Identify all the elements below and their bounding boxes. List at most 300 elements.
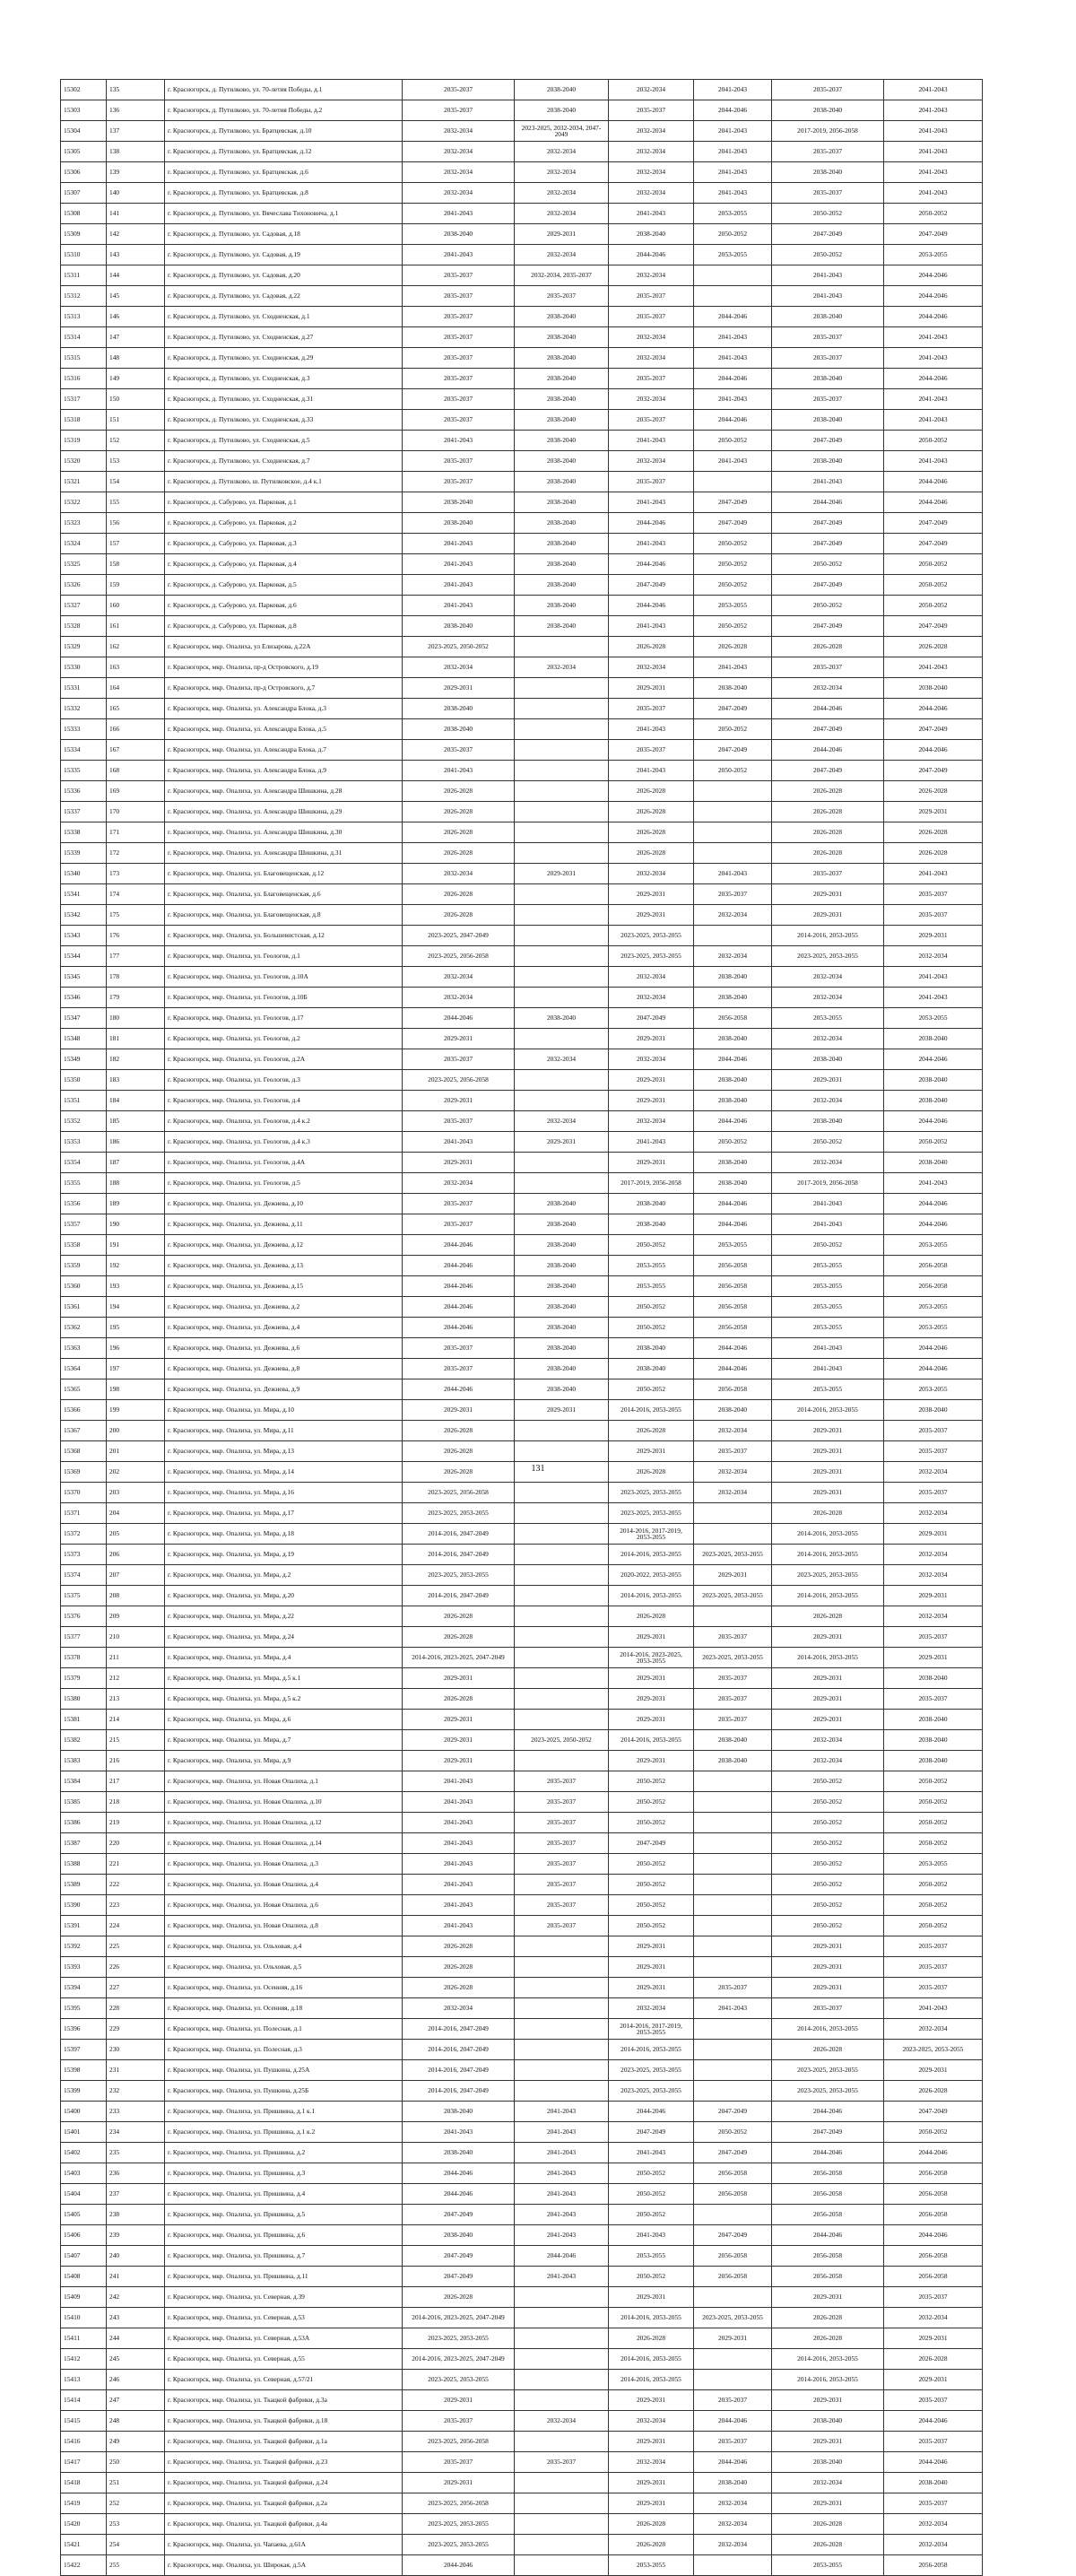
period-cell-6: 2035-2037 — [884, 1957, 983, 1978]
row-number-cell: 244 — [107, 2328, 165, 2349]
record-id-cell: 15320 — [61, 451, 107, 472]
address-cell: г. Красногорск, мкр. Опалиха, ул. Мира, д.7 — [165, 1730, 403, 1751]
address-cell: г. Красногорск, мкр. Опалиха, ул. Дежнева, д.11 — [165, 1214, 403, 1235]
record-id-cell: 15384 — [61, 1771, 107, 1792]
table-row — [61, 286, 983, 307]
period-cell-4: 2047-2049 — [694, 492, 772, 513]
period-cell-6: 2026-2028 — [884, 843, 983, 864]
period-cell-3: 2032-2034 — [609, 327, 694, 348]
period-cell-4: 2050-2052 — [694, 761, 772, 781]
period-cell-3: 2041-2043 — [609, 534, 694, 554]
address-cell: г. Красногорск, мкр. Опалиха, ул. Геологов, д.17 — [165, 1008, 403, 1029]
address-cell: г. Красногорск, мкр. Опалиха, пр-д Островского, д.19 — [165, 657, 403, 678]
row-number-cell: 138 — [107, 142, 165, 162]
period-cell-1: 2029-2031 — [403, 1710, 515, 1730]
period-cell-6: 2038-2040 — [884, 1668, 983, 1689]
period-cell-3: 2032-2034 — [609, 657, 694, 678]
record-id-cell: 15368 — [61, 1441, 107, 1462]
period-cell-2: 2035-2037 — [515, 286, 609, 307]
period-cell-2: 2029-2031 — [515, 1132, 609, 1153]
period-cell-1: 2041-2043 — [403, 1813, 515, 1833]
period-cell-4: 2032-2034 — [694, 1421, 772, 1441]
table-row — [61, 1916, 983, 1936]
record-id-cell: 15410 — [61, 2308, 107, 2328]
row-number-cell: 232 — [107, 2081, 165, 2102]
address-cell: г. Красногорск, мкр. Опалиха, ул. Новая Опалиха, д.14 — [165, 1833, 403, 1854]
table-row — [61, 1091, 983, 1111]
table-row — [61, 1297, 983, 1318]
period-cell-2 — [515, 1710, 609, 1730]
table-row — [61, 2246, 983, 2267]
period-cell-4 — [694, 1524, 772, 1545]
period-cell-6: 2035-2037 — [884, 1441, 983, 1462]
row-number-cell: 142 — [107, 224, 165, 245]
address-cell: г. Красногорск, мкр. Опалиха, ул. Мира, д.9 — [165, 1751, 403, 1771]
address-cell: г. Красногорск, д. Сабурово, ул. Парковая, д.3 — [165, 534, 403, 554]
period-cell-6: 2035-2037 — [884, 2287, 983, 2308]
row-number-cell: 206 — [107, 1545, 165, 1565]
period-cell-3: 2041-2043 — [609, 761, 694, 781]
period-cell-1: 2035-2037 — [403, 1194, 515, 1214]
period-cell-3: 2029-2031 — [609, 1751, 694, 1771]
period-cell-2: 2035-2037 — [515, 1771, 609, 1792]
table-row — [61, 1441, 983, 1462]
record-id-cell: 15311 — [61, 265, 107, 286]
period-cell-6: 2029-2031 — [884, 1586, 983, 1606]
address-cell: г. Красногорск, мкр. Опалиха, ул. Мира, д.22 — [165, 1606, 403, 1627]
table-row — [61, 1957, 983, 1978]
period-cell-3: 2050-2052 — [609, 1297, 694, 1318]
address-cell: г. Красногорск, мкр. Опалиха, ул. Геологов, д.2А — [165, 1049, 403, 1070]
row-number-cell: 190 — [107, 1214, 165, 1235]
period-cell-1: 2032-2034 — [403, 988, 515, 1008]
period-cell-1: 2041-2043 — [403, 245, 515, 265]
row-number-cell: 196 — [107, 1338, 165, 1359]
period-cell-1: 2026-2028 — [403, 1689, 515, 1710]
record-id-cell: 15395 — [61, 1998, 107, 2019]
period-cell-6: 2053-2055 — [884, 1854, 983, 1875]
period-cell-6: 2038-2040 — [884, 1091, 983, 1111]
address-cell: г. Красногорск, мкр. Опалиха, ул. Дежнева, д.15 — [165, 1276, 403, 1297]
period-cell-2 — [515, 2308, 609, 2328]
period-cell-2 — [515, 1091, 609, 1111]
period-cell-1: 2038-2040 — [403, 2143, 515, 2163]
period-cell-2: 2038-2040 — [515, 451, 609, 472]
table-row — [61, 2452, 983, 2473]
period-cell-4: 2038-2040 — [694, 1091, 772, 1111]
period-cell-3: 2014-2016, 2053-2055 — [609, 1400, 694, 1421]
record-id-cell: 15408 — [61, 2267, 107, 2287]
table-row — [61, 513, 983, 534]
period-cell-3: 2050-2052 — [609, 1813, 694, 1833]
period-cell-1: 2035-2037 — [403, 265, 515, 286]
period-cell-2: 2038-2040 — [515, 1297, 609, 1318]
record-id-cell: 15419 — [61, 2493, 107, 2514]
row-number-cell: 139 — [107, 162, 165, 183]
period-cell-1: 2014-2016, 2047-2049 — [403, 2019, 515, 2040]
address-cell: г. Красногорск, мкр. Опалиха, ул. Александра Шишкина, д.29 — [165, 802, 403, 822]
table-row — [61, 1359, 983, 1379]
address-cell: г. Красногорск, д. Сабурово, ул. Парковая, д.8 — [165, 616, 403, 637]
period-cell-2 — [515, 2432, 609, 2452]
period-cell-6: 2032-2034 — [884, 2308, 983, 2328]
address-cell: г. Красногорск, мкр. Опалиха, ул. Новая Опалиха, д.6 — [165, 1895, 403, 1916]
period-cell-2 — [515, 1503, 609, 1524]
period-cell-2 — [515, 2040, 609, 2060]
period-cell-4 — [694, 802, 772, 822]
period-cell-4: 2029-2031 — [694, 2328, 772, 2349]
period-cell-2 — [515, 967, 609, 988]
period-cell-5: 2047-2049 — [772, 534, 884, 554]
period-cell-5: 2050-2052 — [772, 1132, 884, 1153]
period-cell-2: 2041-2043 — [515, 2205, 609, 2225]
period-cell-6: 2041-2043 — [884, 327, 983, 348]
period-cell-1: 2026-2028 — [403, 1957, 515, 1978]
record-id-cell: 15343 — [61, 926, 107, 946]
address-cell: г. Красногорск, мкр. Опалиха, ул. Мира, д.13 — [165, 1441, 403, 1462]
table-row — [61, 988, 983, 1008]
record-id-cell: 15403 — [61, 2163, 107, 2184]
period-cell-2: 2038-2040 — [515, 492, 609, 513]
period-cell-4: 2038-2040 — [694, 1730, 772, 1751]
period-cell-1: 2026-2028 — [403, 822, 515, 843]
record-id-cell: 15370 — [61, 1483, 107, 1503]
row-number-cell: 224 — [107, 1916, 165, 1936]
period-cell-6: 2056-2058 — [884, 1256, 983, 1276]
period-cell-1: 2038-2040 — [403, 2102, 515, 2122]
period-cell-4: 2047-2049 — [694, 513, 772, 534]
table-row — [61, 1503, 983, 1524]
table-row — [61, 1978, 983, 1998]
period-cell-2 — [515, 1606, 609, 1627]
period-cell-4 — [694, 2081, 772, 2102]
record-id-cell: 15358 — [61, 1235, 107, 1256]
period-cell-6: 2041-2043 — [884, 389, 983, 410]
address-cell: г. Красногорск, мкр. Опалиха, ул. Благовещенская, д.12 — [165, 864, 403, 884]
period-cell-4: 2041-2043 — [694, 327, 772, 348]
period-cell-2 — [515, 699, 609, 719]
period-cell-5: 2047-2049 — [772, 513, 884, 534]
period-cell-1: 2029-2031 — [403, 1091, 515, 1111]
period-cell-4 — [694, 2287, 772, 2308]
period-cell-6: 2047-2049 — [884, 719, 983, 740]
table-row — [61, 1710, 983, 1730]
row-number-cell: 194 — [107, 1297, 165, 1318]
address-cell: г. Красногорск, мкр. Опалиха, ул. Чапаева, д.61А — [165, 2535, 403, 2555]
address-cell: г. Красногорск, мкр. Опалиха, ул. Александра Шишкина, д.31 — [165, 843, 403, 864]
record-id-cell: 15339 — [61, 843, 107, 864]
address-cell: г. Красногорск, мкр. Опалиха, ул. Мира, д.19 — [165, 1545, 403, 1565]
record-id-cell: 15315 — [61, 348, 107, 369]
record-id-cell: 15341 — [61, 884, 107, 905]
housing-repair-schedule-table — [60, 79, 983, 2576]
record-id-cell: 15345 — [61, 967, 107, 988]
period-cell-5: 2026-2028 — [772, 1503, 884, 1524]
record-id-cell: 15421 — [61, 2535, 107, 2555]
record-id-cell: 15379 — [61, 1668, 107, 1689]
period-cell-5: 2056-2058 — [772, 2267, 884, 2287]
period-cell-2: 2041-2043 — [515, 2143, 609, 2163]
period-cell-5: 2026-2028 — [772, 2514, 884, 2535]
period-cell-1: 2032-2034 — [403, 162, 515, 183]
address-cell: г. Красногорск, д. Сабурово, ул. Парковая, д.4 — [165, 554, 403, 575]
row-number-cell: 189 — [107, 1194, 165, 1214]
table-row — [61, 2205, 983, 2225]
address-cell: г. Красногорск, мкр. Опалиха, ул. Мира, д.5 к.2 — [165, 1689, 403, 1710]
period-cell-6: 2044-2046 — [884, 2452, 983, 2473]
period-cell-1: 2035-2037 — [403, 80, 515, 100]
address-cell: г. Красногорск, мкр. Опалиха, ул. Дежнева, д.4 — [165, 1318, 403, 1338]
period-cell-4: 2029-2031 — [694, 1565, 772, 1586]
record-id-cell: 15347 — [61, 1008, 107, 1029]
record-id-cell: 15331 — [61, 678, 107, 699]
period-cell-6: 2044-2046 — [884, 2143, 983, 2163]
period-cell-5: 2029-2031 — [772, 1978, 884, 1998]
period-cell-3: 2026-2028 — [609, 2328, 694, 2349]
period-cell-5: 2014-2016, 2053-2055 — [772, 1648, 884, 1668]
period-cell-1: 2029-2031 — [403, 1153, 515, 1173]
address-cell: г. Красногорск, мкр. Опалиха, ул. Мира, д.14 — [165, 1462, 403, 1483]
record-id-cell: 15319 — [61, 431, 107, 451]
period-cell-3: 2029-2031 — [609, 1668, 694, 1689]
period-cell-3: 2044-2046 — [609, 245, 694, 265]
address-cell: г. Красногорск, мкр. Опалиха, ул. Новая Опалиха, д.4 — [165, 1875, 403, 1895]
period-cell-1: 2038-2040 — [403, 719, 515, 740]
period-cell-4 — [694, 2205, 772, 2225]
period-cell-1: 2026-2028 — [403, 1441, 515, 1462]
period-cell-3: 2041-2043 — [609, 204, 694, 224]
row-number-cell: 235 — [107, 2143, 165, 2163]
period-cell-1: 2023-2025, 2050-2052 — [403, 637, 515, 657]
row-number-cell: 180 — [107, 1008, 165, 1029]
period-cell-1: 2035-2037 — [403, 369, 515, 389]
period-cell-2: 2038-2040 — [515, 1276, 609, 1297]
period-cell-3: 2017-2019, 2056-2058 — [609, 1173, 694, 1194]
address-cell: г. Красногорск, мкр. Опалиха, ул. Дежнева, д.10 — [165, 1194, 403, 1214]
table-row — [61, 1524, 983, 1545]
period-cell-5: 2032-2034 — [772, 1751, 884, 1771]
table-row — [61, 431, 983, 451]
table-row — [61, 348, 983, 369]
table-row — [61, 2019, 983, 2040]
address-cell: г. Красногорск, д. Путилково, ул. Сходненская, д.3 — [165, 369, 403, 389]
period-cell-3: 2014-2016, 2017-2019, 2053-2055 — [609, 1524, 694, 1545]
period-cell-5: 2050-2052 — [772, 1895, 884, 1916]
address-cell: г. Красногорск, д. Сабурово, ул. Парковая, д.1 — [165, 492, 403, 513]
table-row — [61, 1668, 983, 1689]
table-row — [61, 2535, 983, 2555]
period-cell-5: 2026-2028 — [772, 781, 884, 802]
period-cell-1: 2041-2043 — [403, 1833, 515, 1854]
period-cell-4: 2041-2043 — [694, 348, 772, 369]
period-cell-4: 2041-2043 — [694, 451, 772, 472]
period-cell-1: 2044-2046 — [403, 2184, 515, 2205]
record-id-cell: 15399 — [61, 2081, 107, 2102]
table-row — [61, 2267, 983, 2287]
period-cell-3: 2053-2055 — [609, 1276, 694, 1297]
address-cell: г. Красногорск, мкр. Опалиха, ул. Дежнева, д.9 — [165, 1379, 403, 1400]
period-cell-5: 2047-2049 — [772, 575, 884, 596]
period-cell-3: 2041-2043 — [609, 1132, 694, 1153]
row-number-cell: 188 — [107, 1173, 165, 1194]
table-row — [61, 1421, 983, 1441]
period-cell-5: 2041-2043 — [772, 1214, 884, 1235]
address-cell: г. Красногорск, мкр. Опалиха, ул. Геологов, д.4 к.3 — [165, 1132, 403, 1153]
period-cell-2 — [515, 1668, 609, 1689]
period-cell-6: 2047-2049 — [884, 534, 983, 554]
row-number-cell: 204 — [107, 1503, 165, 1524]
row-number-cell: 195 — [107, 1318, 165, 1338]
period-cell-4: 2044-2046 — [694, 1049, 772, 1070]
period-cell-2: 2038-2040 — [515, 534, 609, 554]
row-number-cell: 252 — [107, 2493, 165, 2514]
period-cell-2: 2038-2040 — [515, 1379, 609, 1400]
period-cell-6: 2035-2037 — [884, 884, 983, 905]
period-cell-6: 2056-2058 — [884, 2163, 983, 2184]
address-cell: г. Красногорск, д. Путилково, ул. Садовая, д.18 — [165, 224, 403, 245]
period-cell-6: 2044-2046 — [884, 2411, 983, 2432]
period-cell-4 — [694, 1936, 772, 1957]
address-cell: г. Красногорск, мкр. Опалиха, ул. Геологов, д.1 — [165, 946, 403, 967]
period-cell-5: 2050-2052 — [772, 204, 884, 224]
period-cell-5: 2038-2040 — [772, 1049, 884, 1070]
period-cell-5: 2047-2049 — [772, 431, 884, 451]
row-number-cell: 211 — [107, 1648, 165, 1668]
period-cell-3: 2053-2055 — [609, 2555, 694, 2576]
row-number-cell: 156 — [107, 513, 165, 534]
address-cell: г. Красногорск, мкр. Опалиха, ул. Ткацкой фабрики, д.2а — [165, 2493, 403, 2514]
period-cell-2 — [515, 926, 609, 946]
record-id-cell: 15401 — [61, 2122, 107, 2143]
period-cell-4 — [694, 1792, 772, 1813]
record-id-cell: 15353 — [61, 1132, 107, 1153]
period-cell-2 — [515, 1978, 609, 1998]
table-row — [61, 946, 983, 967]
address-cell: г. Красногорск, мкр. Опалиха, ул. Большевистская, д.12 — [165, 926, 403, 946]
record-id-cell: 15422 — [61, 2555, 107, 2576]
period-cell-1: 2044-2046 — [403, 1276, 515, 1297]
period-cell-2: 2041-2043 — [515, 2267, 609, 2287]
period-cell-5: 2026-2028 — [772, 802, 884, 822]
row-number-cell: 230 — [107, 2040, 165, 2060]
period-cell-5: 2026-2028 — [772, 2040, 884, 2060]
period-cell-2: 2038-2040 — [515, 1235, 609, 1256]
period-cell-3: 2035-2037 — [609, 410, 694, 431]
address-cell: г. Красногорск, мкр. Опалиха, ул. Дежнева, д.6 — [165, 1338, 403, 1359]
table-row — [61, 1545, 983, 1565]
period-cell-4: 2050-2052 — [694, 2122, 772, 2143]
address-cell: г. Красногорск, мкр. Опалиха, ул. Северная, д.53 — [165, 2308, 403, 2328]
period-cell-4: 2056-2058 — [694, 1256, 772, 1276]
period-cell-1: 2035-2037 — [403, 2411, 515, 2432]
table-row — [61, 1792, 983, 1813]
period-cell-3: 2050-2052 — [609, 1916, 694, 1936]
period-cell-6: 2056-2058 — [884, 2205, 983, 2225]
period-cell-1: 2023-2025, 2053-2055 — [403, 2514, 515, 2535]
period-cell-6: 2053-2055 — [884, 1297, 983, 1318]
period-cell-3: 2047-2049 — [609, 1008, 694, 1029]
period-cell-3: 2047-2049 — [609, 575, 694, 596]
period-cell-3: 2038-2040 — [609, 1194, 694, 1214]
row-number-cell: 233 — [107, 2102, 165, 2122]
address-cell: г. Красногорск, мкр. Опалиха, ул. Геологов, д.5 — [165, 1173, 403, 1194]
period-cell-1: 2023-2025, 2053-2055 — [403, 2328, 515, 2349]
period-cell-5: 2035-2037 — [772, 142, 884, 162]
period-cell-2 — [515, 1627, 609, 1648]
period-cell-2: 2041-2043 — [515, 2102, 609, 2122]
period-cell-5: 2029-2031 — [772, 1462, 884, 1483]
row-number-cell: 155 — [107, 492, 165, 513]
record-id-cell: 15317 — [61, 389, 107, 410]
period-cell-6: 2044-2046 — [884, 1338, 983, 1359]
period-cell-2: 2032-2034 — [515, 657, 609, 678]
period-cell-1: 2041-2043 — [403, 1875, 515, 1895]
period-cell-6: 2047-2049 — [884, 761, 983, 781]
period-cell-4 — [694, 781, 772, 802]
record-id-cell: 15365 — [61, 1379, 107, 1400]
address-cell: г. Красногорск, д. Путилково, ул. Сходненская, д.1 — [165, 307, 403, 327]
row-number-cell: 243 — [107, 2308, 165, 2328]
record-id-cell: 15415 — [61, 2411, 107, 2432]
period-cell-6: 2032-2034 — [884, 1503, 983, 1524]
address-cell: г. Красногорск, мкр. Опалиха, ул. Мира, д.6 — [165, 1710, 403, 1730]
period-cell-6: 2026-2028 — [884, 2081, 983, 2102]
period-cell-1: 2044-2046 — [403, 1318, 515, 1338]
period-cell-3: 2050-2052 — [609, 1318, 694, 1338]
period-cell-5: 2041-2043 — [772, 472, 884, 492]
address-cell: г. Красногорск, д. Путилково, ул. Сходненская, д.27 — [165, 327, 403, 348]
table-row — [61, 1029, 983, 1049]
period-cell-3: 2032-2034 — [609, 80, 694, 100]
period-cell-2 — [515, 2349, 609, 2370]
period-cell-2: 2038-2040 — [515, 1338, 609, 1359]
period-cell-3: 2014-2016, 2053-2055 — [609, 2370, 694, 2390]
record-id-cell: 15409 — [61, 2287, 107, 2308]
period-cell-1: 2029-2031 — [403, 1029, 515, 1049]
period-cell-4: 2041-2043 — [694, 80, 772, 100]
period-cell-6: 2026-2028 — [884, 822, 983, 843]
period-cell-2: 2038-2040 — [515, 1008, 609, 1029]
table-row — [61, 596, 983, 616]
table-row — [61, 2308, 983, 2328]
period-cell-6: 2035-2037 — [884, 1483, 983, 1503]
period-cell-1: 2014-2016, 2047-2049 — [403, 1524, 515, 1545]
table-row — [61, 1214, 983, 1235]
period-cell-3: 2032-2034 — [609, 121, 694, 142]
period-cell-5: 2029-2031 — [772, 1668, 884, 1689]
period-cell-2: 2032-2034 — [515, 1111, 609, 1132]
period-cell-2: 2032-2034 — [515, 204, 609, 224]
period-cell-4: 2023-2025, 2053-2055 — [694, 1648, 772, 1668]
period-cell-1: 2023-2025, 2053-2055 — [403, 1565, 515, 1586]
period-cell-6: 2044-2046 — [884, 1111, 983, 1132]
period-cell-6: 2035-2037 — [884, 2493, 983, 2514]
period-cell-4: 2047-2049 — [694, 2225, 772, 2246]
period-cell-2 — [515, 2514, 609, 2535]
period-cell-5: 2029-2031 — [772, 1710, 884, 1730]
row-number-cell: 201 — [107, 1441, 165, 1462]
period-cell-1: 2041-2043 — [403, 1792, 515, 1813]
period-cell-5: 2044-2046 — [772, 2225, 884, 2246]
period-cell-1: 2041-2043 — [403, 761, 515, 781]
period-cell-1: 2038-2040 — [403, 224, 515, 245]
period-cell-1: 2035-2037 — [403, 740, 515, 761]
period-cell-2: 2038-2040 — [515, 348, 609, 369]
row-number-cell: 241 — [107, 2267, 165, 2287]
table-row — [61, 1875, 983, 1895]
period-cell-5: 2014-2016, 2053-2055 — [772, 2019, 884, 2040]
period-cell-4: 2041-2043 — [694, 1998, 772, 2019]
